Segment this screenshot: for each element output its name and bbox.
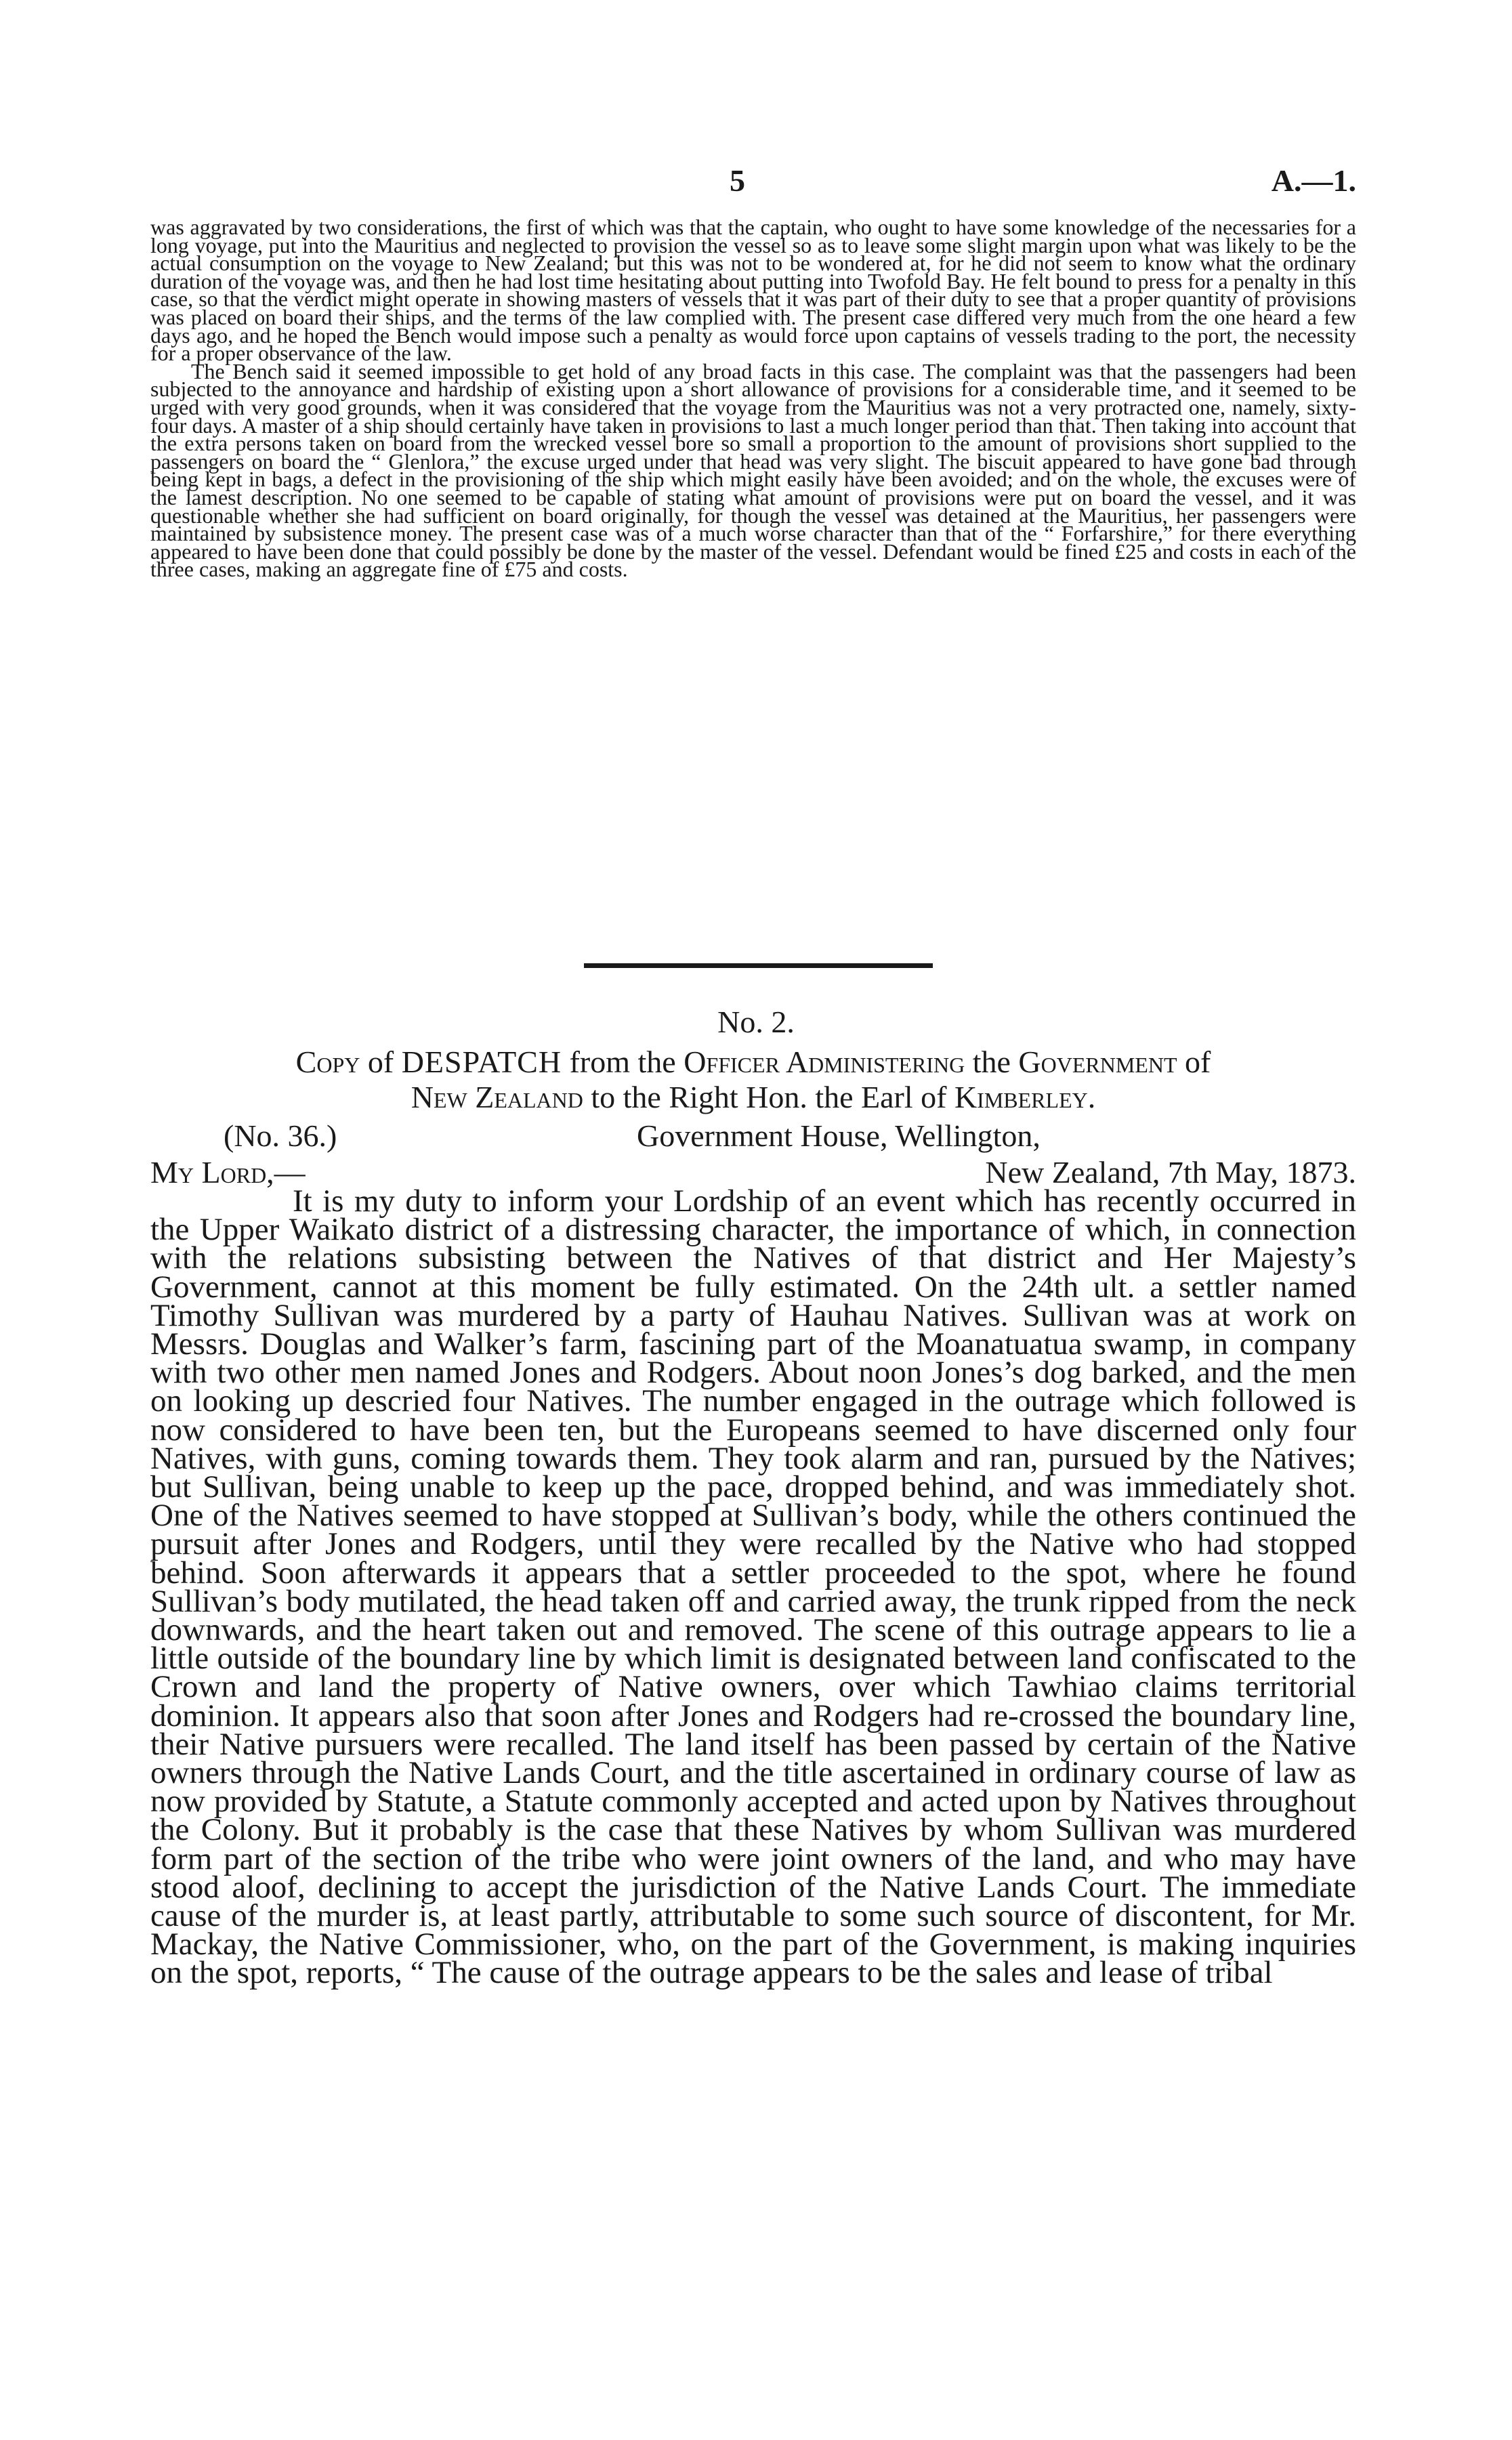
series-number: A.—1. <box>1271 163 1356 198</box>
page-number: 5 <box>730 163 745 198</box>
title-word: of <box>367 1045 394 1079</box>
despatch-number: No. 2. <box>717 1005 795 1039</box>
section-divider <box>584 963 933 968</box>
court-report-paragraph: The Bench said it seemed impossible to get hold of any broad facts in this case. The complaint was that the passengers had been subjected to the annoyance and hardship of existing upon a short allowance of provisions for a considerable time, and it seemed to be urged with very good grounds, when it was considered that the voyage from the Mauritius was not a very protracted one, namely, sixty-four days. A master of a ship should certainly have taken in provisions to last a much longer period than that. Then taking into account that the extra persons taken on board from the wrecked vessel bore so small a proportion to the amount of provisions short supplied to the passengers on board the “ Glenlora,” the excuse urged under that head was very slight. The biscuit appeared to have gone bad through being kept in bags, a defect in the provisioning of the ship which might easily have been avoided; and on the whole, the excuses were of the lamest description. No one seemed to be capable of stating what amount of provisions were put on board the vessel, and it was questionable whether she had sufficient on board originally, for though the vessel was detained at the Mauritius, her passengers were maintained by subsistence money. The present case was of a much worse character than that of the “ Forfarshire,” for there everything appeared to have been done that could possibly be done by the master of the vessel. Defendant would be fined £25 and costs in each of the three cases, making an aggregate fine of £75 and costs. <box>150 358 1356 582</box>
court-report-paragraph: was aggravated by two considerations, the first of which was that the captain, who ought to have some knowledge of the necessaries for a long voyage, put into the Mauritius and neglected to provision the vessel so as to leave some slight margin upon what was likely to be the actual consumption on the voyage to New Zealand; but this was not to be wondered at, for he did not seem to know what the ordinary duration of the voyage was, and then he had lost time hesitating about putting into Twofold Bay. He felt bound to press for a penalty in this case, so that the verdict might operate in showing masters of vessels that it was part of their duty to see that a proper quantity of provisions was placed on board their ships, and the terms of the law complied with. The present case differed very much from the one heard a few days ago, and he hoped the Bench would impose such a penalty as would force upon captains of vessels trading to the port, the necessity for a proper observance of the law. <box>150 215 1356 366</box>
title-word: . <box>1087 1080 1096 1114</box>
despatch-title-line <box>150 1045 1356 1080</box>
title-word: New Zealand <box>411 1080 583 1114</box>
title-word: DESPATCH <box>401 1045 562 1079</box>
page-header <box>150 163 1356 210</box>
title-word: Copy <box>295 1045 360 1079</box>
title-word: to the Right Hon. the Earl of <box>591 1080 947 1114</box>
title-word: Officer Administering <box>684 1045 965 1079</box>
despatch-title-line <box>150 1080 1356 1115</box>
despatch-place: Government House, Wellington, <box>637 1118 1041 1153</box>
despatch-title <box>150 1045 1356 1115</box>
title-word: from the <box>569 1045 676 1079</box>
despatch-body <box>150 1183 1356 1991</box>
title-word: Government <box>1018 1045 1177 1079</box>
despatch-reference: (No. 36.) <box>224 1118 337 1153</box>
salutation: My Lord,— <box>150 1155 306 1190</box>
despatch-date: New Zealand, 7th May, 1873. <box>985 1155 1356 1190</box>
title-word: Kimberley <box>954 1080 1088 1114</box>
title-word: the <box>972 1045 1011 1079</box>
despatch-body-paragraph: It is my duty to inform your Lordship of an event which has recently occurred in the Upper Waikato district of a distressing character, the importance of which, in connection with the relations subsisting between the Natives of that district and Her Majesty’s Government, cannot at this moment be fully estimated. On the 24th ult. a settler named Timothy Sullivan was murdered by a party of Hauhau Natives. Sullivan was at work on Messrs. Douglas and Walker’s farm, fascining part of the Moanatuatua swamp, in company with two other men named Jones and Rodgers. About noon Jones’s dog barked, and the men on looking up descried four Natives. The number engaged in the outrage which followed is now considered to have been ten, but the Europeans seemed to have discerned only four Natives, with guns, coming towards them. They took alarm and ran, pursued by the Natives; but Sullivan, being unable to keep up the pace, dropped behind, and was immediately shot. One of the Natives seemed to have stopped at Sullivan’s body, while the others continued the pursuit after Jones and Rodgers, until they were recalled by the Native who had stopped behind. Soon afterwards it appears that a settler proceeded to the spot, where he found Sullivan’s body mutilated, the head taken off and carried away, the trunk ripped from the neck downwards, and the heart taken out and removed. The scene of this outrage appears to lie a little outside of the boundary line by which limit is designated between land confiscated to the Crown and land the property of Native owners, over which Tawhiao claims territorial dominion. It appears also that soon after Jones and Rodgers had re-crossed the boundary line, their Native pursuers were recalled. The land itself has been passed by certain of the Native owners through the Native Lands Court, and the title ascertained in ordinary course of law as now provided by Statute, a Statute commonly accepted and acted upon by Natives throughout the Colony. But it probably is the case that these Natives by whom Sullivan was murdered form part of the section of the tribe who were joint owners of the land, and who may have stood aloof, declining to accept the jurisdiction of the Native Lands Court. The immediate cause of the murder is, at least partly, attributable to some such source of discontent, for Mr. Mackay, the Native Commissioner, who, on the part of the Government, is making inquiries on the spot, reports, “ The cause of the outrage appears to be the sales and lease of tribal <box>150 1183 1356 1991</box>
title-word: of <box>1185 1045 1211 1079</box>
court-report-text <box>150 215 1356 582</box>
